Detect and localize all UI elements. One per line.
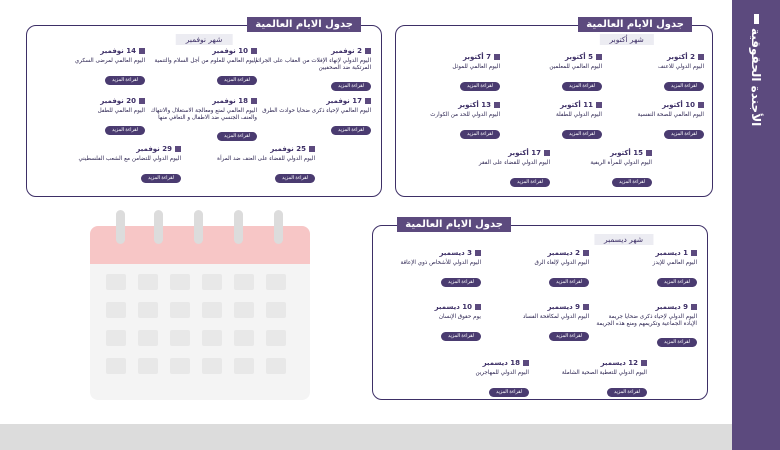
calendar-icon [596,102,602,108]
list-item: 2 ديسمبر اليوم الدولي لإلغاء الرق لقراءة المزيد [534,248,589,285]
read-more-button[interactable]: لقراءة المزيد [664,82,704,91]
read-more-button[interactable]: لقراءة المزيد [612,178,652,187]
calendar-icon [365,98,371,104]
calendar-icon [139,48,145,54]
list-item: 13 أكتوبر اليوم الدولي للحد من الكوارث لقراءة المزيد [430,100,500,137]
list-item: 17 نوفمبر اليوم العالمي لإحياء ذكرى ضحايا حوادث الطرق لقراءة المزيد [262,96,371,133]
list-item: 10 ديسمبر يوم حقوق الإنسان لقراءة المزيد [434,302,481,339]
calendar-icon [475,250,481,256]
read-more-button[interactable]: لقراءة المزيد [607,388,647,397]
list-item: 9 ديسمبر اليوم الدولي لإحياء ذكرى ضحايا جريمة الإبادة الجماعية وتكريمهم ومنع هذه الجريمة لقراءة المزيد [596,302,697,345]
read-more-button[interactable]: لقراءة المزيد [549,332,589,341]
list-item: 3 ديسمبر اليوم الدولي للأشخاص ذوي الإعاقة لقراءة المزيد [400,248,481,285]
list-item: 7 أكتوبر اليوم العالمي للموئل لقراءة المزيد [452,52,500,89]
list-item: 1 ديسمبر اليوم العالمي للإيدز لقراءة المزيد [652,248,697,285]
read-more-button[interactable]: لقراءة المزيد [460,82,500,91]
list-item: 12 ديسمبر اليوم الدولي للتغطية الصحية الشاملة لقراءة المزيد [561,358,647,395]
read-more-button[interactable]: لقراءة المزيد [549,278,589,287]
read-more-button[interactable]: لقراءة المزيد [441,278,481,287]
read-more-button[interactable]: لقراءة المزيد [331,126,371,135]
calendar-icon [698,102,704,108]
card-december [372,219,708,400]
calendar-icon [698,54,704,60]
calendar-icon [691,250,697,256]
list-item: 11 أكتوبر اليوم الدولي للطفلة لقراءة المزيد [556,100,602,137]
list-item: 14 نوفمبر اليوم العالمي لمرضى السكري لقراءة المزيد [74,46,145,83]
read-more-button[interactable]: لقراءة المزيد [275,174,315,183]
read-more-button[interactable]: لقراءة المزيد [217,76,257,85]
read-more-button[interactable]: لقراءة المزيد [664,130,704,139]
calendar-illustration [90,210,310,400]
read-more-button[interactable]: لقراءة المزيد [217,132,257,141]
calendar-icon [251,98,257,104]
calendar-icon [251,48,257,54]
card-november [26,19,382,197]
calendar-icon [583,304,589,310]
read-more-button[interactable]: لقراءة المزيد [460,130,500,139]
calendar-icon [475,304,481,310]
calendar-icon [544,150,550,156]
bottom-bar [0,424,732,450]
calendar-icon [175,146,181,152]
card-title: جدول الايام العالمية [578,17,692,32]
list-item: 15 أكتوبر اليوم الدولي للمرأة الريفية لقراءة المزيد [590,148,652,185]
list-item: 10 نوفمبر اليوم العالمي للعلوم من أجل السلام والتنمية لقراءة المزيد [154,46,257,83]
month-label: شهر نوفمبر [176,34,233,45]
read-more-button[interactable]: لقراءة المزيد [489,388,529,397]
list-item: 17 أكتوبر اليوم الدولي للقضاء على الفقر لقراءة المزيد [478,148,550,185]
read-more-button[interactable]: لقراءة المزيد [562,130,602,139]
read-more-button[interactable]: لقراءة المزيد [657,338,697,347]
list-item: 2 نوفمبر اليوم الدولي لإنهاء الإفلات من العقاب على الجرائم المرتكبة ضد الصحفيين لقراءة المزيد [254,46,371,89]
month-label: شهر أكتوبر [600,34,654,45]
calendar-icon [596,54,602,60]
list-item: 10 أكتوبر اليوم العالمي للصحة النفسية لقراءة المزيد [637,100,704,137]
month-label: شهر ديسمبر [594,234,653,245]
read-more-button[interactable]: لقراءة المزيد [510,178,550,187]
calendar-icon [139,98,145,104]
card-title: جدول الايام العالمية [397,217,511,232]
read-more-button[interactable]: لقراءة المزيد [657,278,697,287]
calendar-icon [494,102,500,108]
calendar-icon [641,360,647,366]
list-item: 9 ديسمبر اليوم الدولي لمكافحة الفساد لقراءة المزيد [522,302,589,339]
calendar-icon [494,54,500,60]
read-more-button[interactable]: لقراءة المزيد [441,332,481,341]
calendar-icon [365,48,371,54]
read-more-button[interactable]: لقراءة المزيد [105,76,145,85]
list-item: 5 أكتوبر اليوم العالمي للمعلمين لقراءة المزيد [549,52,602,89]
list-item: 20 نوفمبر اليوم العالمي للطفل لقراءة المزيد [97,96,145,133]
calendar-icon [309,146,315,152]
calendar-icon [523,360,529,366]
list-item: 18 ديسمبر اليوم الدولي للمهاجرين لقراءة المزيد [475,358,529,395]
list-item: 2 أكتوبر اليوم الدولي للاعنف لقراءة المزيد [658,52,704,89]
read-more-button[interactable]: لقراءة المزيد [105,126,145,135]
read-more-button[interactable]: لقراءة المزيد [331,82,371,91]
list-item: 29 نوفمبر اليوم الدولي للتضامن مع الشعب الفلسطيني لقراءة المزيد [78,144,181,181]
side-panel [732,0,780,450]
card-title: جدول الايام العالمية [247,17,361,32]
card-october [395,19,713,197]
read-more-button[interactable]: لقراءة المزيد [562,82,602,91]
calendar-icon [583,250,589,256]
calendar-icon [691,304,697,310]
sidebar-title: الأجندة الحقوقية [749,27,763,127]
list-item: 18 نوفمبر اليوم العالمي لمنع ومعالجة الاستغلال والانتهاك والعنف الجنسي ضد الاطفال و التعافي منها لقراءة المزيد [150,96,257,139]
list-item: 25 نوفمبر اليوم الدولي للقضاء على العنف ضد المرأة لقراءة المزيد [217,144,315,181]
calendar-icon [646,150,652,156]
read-more-button[interactable]: لقراءة المزيد [141,174,181,183]
